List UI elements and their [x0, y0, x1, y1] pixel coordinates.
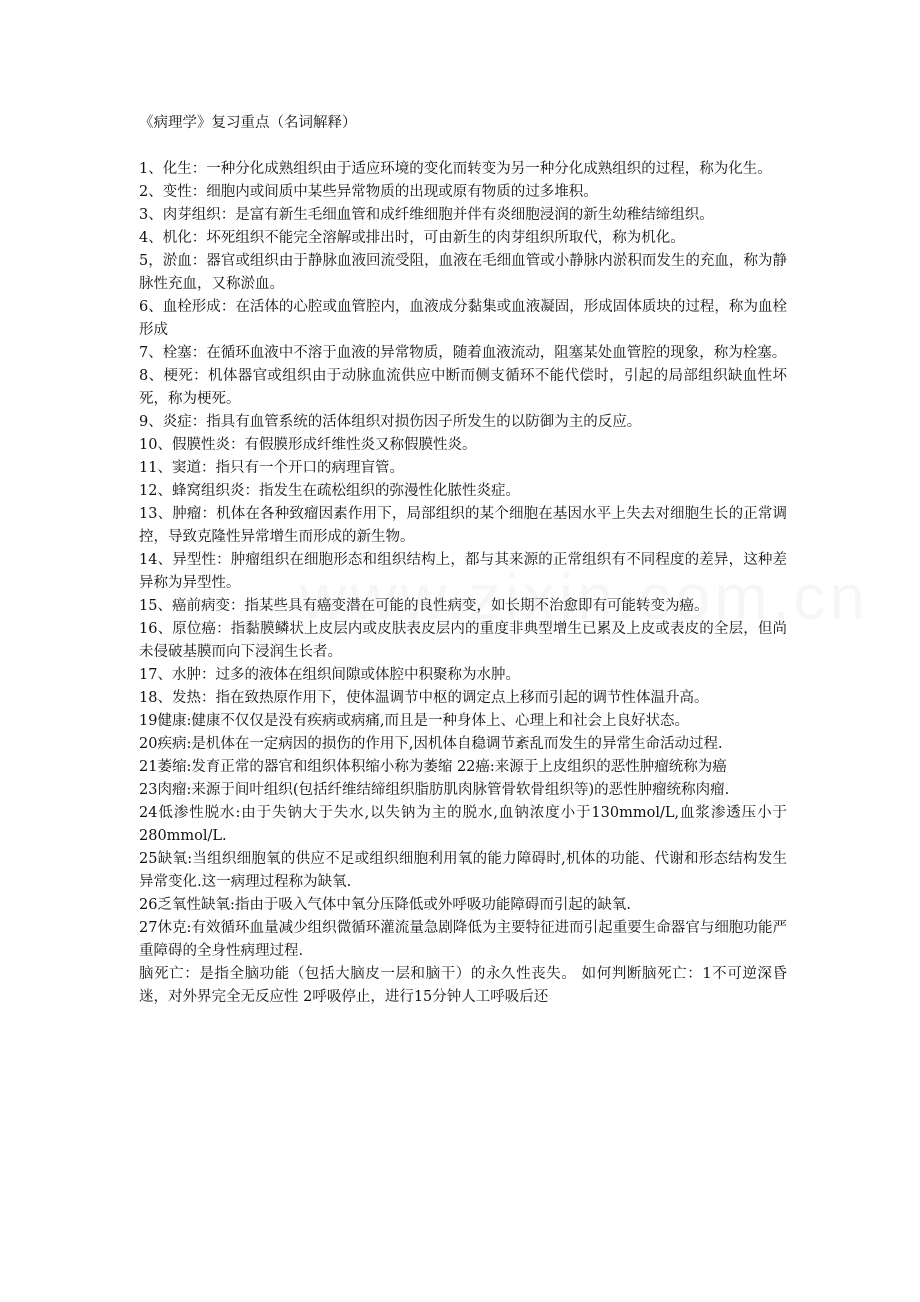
definition-entry: 5，淤血：器官或组织由于静脉血液回流受阻，血液在毛细血管或小静脉内淤积而发生的充血，称为静脉性充血，又称淤血。: [139, 253, 787, 292]
definition-entry: 20疾病:是机体在一定病因的损伤的作用下,因机体自稳调节紊乱而发生的异常生命活动过程.: [139, 736, 723, 752]
definition-entry: 10、假膜性炎：有假膜形成纤维性炎又称假膜性炎。: [139, 437, 477, 453]
definition-entry: 8、梗死：机体器官或组织由于动脉血流供应中断而侧支循环不能代偿时，引起的局部组织缺血性坏死，称为梗死。: [139, 368, 787, 407]
definition-list: [139, 158, 787, 1009]
definition-entry: 2、变性：细胞内或间质中某些异常物质的出现或原有物质的过多堆积。: [139, 184, 598, 200]
definition-entry: 1、化生：一种分化成熟组织由于适应环境的变化而转变为另一种分化成熟组织的过程，称为化生。: [139, 161, 772, 177]
definition-entry: 27休克:有效循环血量减少组织微循环灌流量急剧降低为主要特征进而引起重要生命器官与细胞功能严重障碍的全身性病理过程.: [139, 920, 787, 959]
document-title: 《病理学》复习重点（名词解释）: [139, 115, 357, 131]
definition-entry: 26乏氧性缺氧:指由于吸入气体中氧分压降低或外呼吸功能障碍而引起的缺氧.: [139, 897, 631, 913]
definition-entry: 15、癌前病变：指某些具有癌变潜在可能的良性病变，如长期不治愈即有可能转变为癌。: [139, 598, 709, 614]
definition-entry: 18、发热：指在致热原作用下，使体温调节中枢的调定点上移而引起的调节性体温升高。: [139, 690, 709, 706]
definition-entry: 21萎缩:发育正常的器官和组织体积缩小称为萎缩 22癌:来源于上皮组织的恶性肿瘤统称为癌: [139, 759, 727, 775]
definition-entry: 4、机化：坏死组织不能完全溶解或排出时，可由新生的肉芽组织所取代，称为机化。: [139, 230, 685, 246]
definition-entry: 12、蜂窝组织炎：指发生在疏松组织的弥漫性化脓性炎症。: [139, 483, 520, 499]
definition-entry: 7、栓塞：在循环血液中不溶于血液的异常物质，随着血液流动，阻塞某处血管腔的现象，称为栓塞。: [139, 345, 787, 361]
definition-entry: 25缺氧:当组织细胞氧的供应不足或组织细胞利用氧的能力障碍时,机体的功能、代谢和形态结构发生异常变化.这一病理过程称为缺氧.: [139, 851, 787, 890]
definition-entry: 23肉瘤:来源于间叶组织(包括纤维结缔组织脂肪肌肉脉管骨软骨组织等)的恶性肿瘤统称肉瘤.: [139, 782, 730, 798]
definition-entry: 9、炎症：指具有血管系统的活体组织对损伤因子所发生的以防御为主的反应。: [139, 414, 642, 430]
definition-entry: 19健康:健康不仅仅是没有疾病或病痛,而且是一种身体上、心理上和社会上良好状态。: [139, 713, 689, 729]
definition-entry: 6、血栓形成：在活体的心腔或血管腔内，血液成分黏集或血液凝固，形成固体质块的过程，称为血栓形成: [139, 299, 787, 338]
definition-entry: 脑死亡：是指全脑功能（包括大脑皮一层和脑干）的永久性丧失。 如何判断脑死亡：1不可逆深昏迷，对外界完全无反应性 2呼吸停止，进行15分钟人工呼吸后还: [139, 966, 787, 1005]
definition-entry: 16、原位癌：指黏膜鳞状上皮层内或皮肤表皮层内的重度非典型增生已累及上皮或表皮的全层，但尚未侵破基膜而向下浸润生长者。: [139, 621, 787, 660]
definition-entry: 14、异型性：肿瘤组织在细胞形态和组织结构上，都与其来源的正常组织有不同程度的差异，这种差异称为异型性。: [139, 552, 787, 591]
definition-entry: 11、窦道：指只有一个开口的病理盲管。: [139, 460, 404, 476]
definition-entry: 24低渗性脱水:由于失钠大于失水,以失钠为主的脱水,血钠浓度小于130mmol/L,血浆渗透压小于280mmol/L.: [139, 805, 787, 844]
document-page: [139, 112, 787, 1009]
definition-entry: 13、肿瘤：机体在各种致瘤因素作用下，局部组织的某个细胞在基因水平上失去对细胞生长的正常调控，导致克隆性异常增生而形成的新生物。: [139, 506, 787, 545]
definition-entry: 17、水肿：过多的液体在组织间隙或体腔中积聚称为水肿。: [139, 667, 520, 683]
definition-entry: 3、肉芽组织：是富有新生毛细血管和成纤维细胞并伴有炎细胞浸润的新生幼稚结缔组织。: [139, 207, 714, 223]
